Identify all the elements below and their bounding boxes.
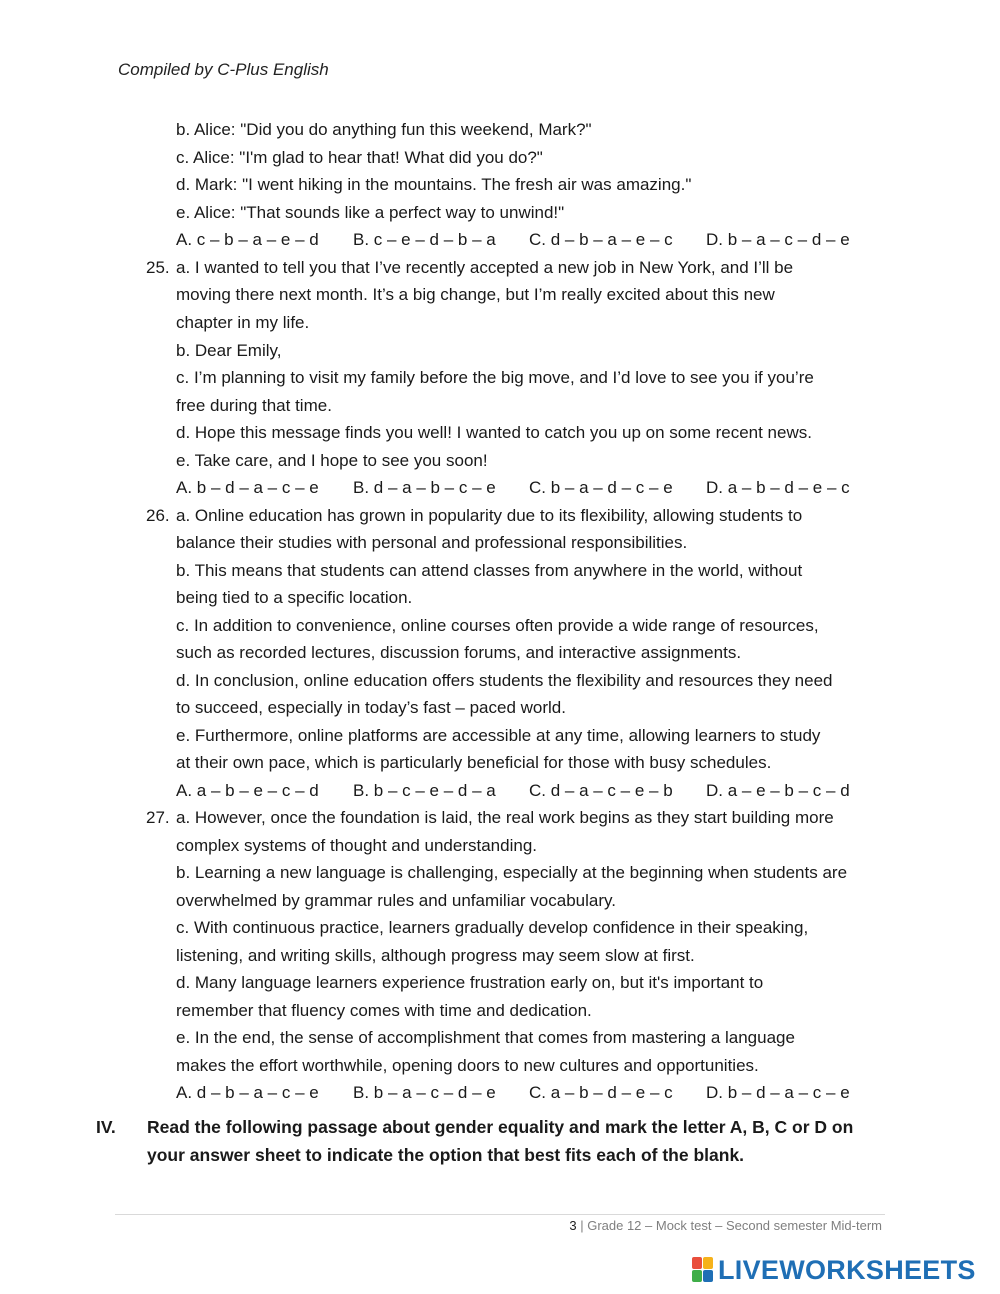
page-footer xyxy=(569,1218,882,1233)
q27-line: d. Many language learners experience frustration early on, but it's important to xyxy=(176,973,764,992)
q25-option-b[interactable]: B. d – a – b – c – e xyxy=(353,478,496,497)
logo-icon xyxy=(692,1257,714,1283)
q27-option-a[interactable]: A. d – b – a – c – e xyxy=(176,1083,319,1102)
q25-option-d[interactable]: D. a – b – d – e – c xyxy=(706,478,850,497)
q27-line: c. With continuous practice, learners gradually develop confidence in their speaking, xyxy=(176,918,809,937)
q24-option-d[interactable]: D. b – a – c – d – e xyxy=(706,230,850,249)
q27-option-c[interactable]: C. a – b – d – e – c xyxy=(529,1083,673,1102)
q27-line: e. In the end, the sense of accomplishment that comes from mastering a language xyxy=(176,1028,795,1047)
q27-line: makes the effort worthwhile, opening doors to new cultures and opportunities. xyxy=(176,1056,759,1075)
q26-line: b. This means that students can attend classes from anywhere in the world, without xyxy=(176,561,803,580)
q26-option-a[interactable]: A. a – b – e – c – d xyxy=(176,781,319,800)
q26-line: being tied to a specific location. xyxy=(176,588,413,607)
q24-line-b: b. Alice: "Did you do anything fun this weekend, Mark?" xyxy=(176,120,592,139)
footer-divider xyxy=(115,1214,885,1215)
q26-line: d. In conclusion, online education offers students the flexibility and resources they need xyxy=(176,671,833,690)
q26-line: a. Online education has grown in popularity due to its flexibility, allowing students to xyxy=(176,506,803,525)
q25-number: 25. xyxy=(146,258,170,277)
q25-line: moving there next month. It’s a big change, but I’m really excited about this new xyxy=(176,285,775,304)
q27-line: complex systems of thought and understanding. xyxy=(176,836,537,855)
q26-option-d[interactable]: D. a – e – b – c – d xyxy=(706,781,850,800)
footer-separator: | xyxy=(580,1218,584,1233)
q26-option-c[interactable]: C. d – a – c – e – b xyxy=(529,781,673,800)
q27-line: remember that fluency comes with time and dedication. xyxy=(176,1001,592,1020)
q27-line: overwhelmed by grammar rules and unfamiliar vocabulary. xyxy=(176,891,616,910)
q24-line-c: c. Alice: "I'm glad to hear that! What did you do?" xyxy=(176,148,543,167)
liveworksheets-logo xyxy=(692,1256,976,1284)
q26-line: e. Furthermore, online platforms are accessible at any time, allowing learners to study xyxy=(176,726,821,745)
footer-title: Grade 12 – Mock test – Second semester Mid-term xyxy=(587,1218,882,1233)
q24-line-d: d. Mark: "I went hiking in the mountains. The fresh air was amazing." xyxy=(176,175,692,194)
q27-option-b[interactable]: B. b – a – c – d – e xyxy=(353,1083,496,1102)
q25-line: e. Take care, and I hope to see you soon! xyxy=(176,451,488,470)
q26-option-b[interactable]: B. b – c – e – d – a xyxy=(353,781,496,800)
q25-line: c. I’m planning to visit my family before the big move, and I’d love to see you if you’re xyxy=(176,368,814,387)
q27-line: b. Learning a new language is challenging, especially at the beginning when students are xyxy=(176,863,848,882)
q27-line: listening, and writing skills, although progress may seem slow at first. xyxy=(176,946,695,965)
q25-option-a[interactable]: A. b – d – a – c – e xyxy=(176,478,319,497)
q24-option-b[interactable]: B. c – e – d – b – a xyxy=(353,230,496,249)
section-instruction: Read the following passage about gender equality and mark the letter A, B, C or D on your answer sheet to indicate the option that best fits each of the blank. xyxy=(147,1117,854,1165)
q24-option-c[interactable]: C. d – b – a – e – c xyxy=(529,230,673,249)
q27-option-d[interactable]: D. b – d – a – c – e xyxy=(706,1083,850,1102)
q26-line: at their own pace, which is particularly beneficial for those with busy schedules. xyxy=(176,753,772,772)
q26-line: balance their studies with personal and professional responsibilities. xyxy=(176,533,688,552)
brand-name: LIVEWORKSHEETS xyxy=(718,1254,976,1285)
q27-line: a. However, once the foundation is laid, the real work begins as they start building more xyxy=(176,808,834,827)
q25-line: a. I wanted to tell you that I’ve recently accepted a new job in New York, and I’ll be xyxy=(176,258,794,277)
header-compiled-by: Compiled by C-Plus English xyxy=(118,60,329,79)
q24-option-a[interactable]: A. c – b – a – e – d xyxy=(176,230,319,249)
q24-line-e: e. Alice: "That sounds like a perfect way to unwind!" xyxy=(176,203,565,222)
q25-option-c[interactable]: C. b – a – d – c – e xyxy=(529,478,673,497)
section-numeral: IV. xyxy=(96,1117,116,1137)
q26-line: to succeed, especially in today’s fast – paced world. xyxy=(176,698,566,717)
q25-line: chapter in my life. xyxy=(176,313,310,332)
q26-line: such as recorded lectures, discussion forums, and interactive assignments. xyxy=(176,643,742,662)
q25-line: free during that time. xyxy=(176,396,332,415)
q26-line: c. In addition to convenience, online courses often provide a wide range of resources, xyxy=(176,616,819,635)
q25-line: b. Dear Emily, xyxy=(176,341,282,360)
q25-line: d. Hope this message finds you well! I wanted to catch you up on some recent news. xyxy=(176,423,812,442)
q27-number: 27. xyxy=(146,808,170,827)
page-number: 3 xyxy=(569,1218,577,1233)
q26-number: 26. xyxy=(146,506,170,525)
